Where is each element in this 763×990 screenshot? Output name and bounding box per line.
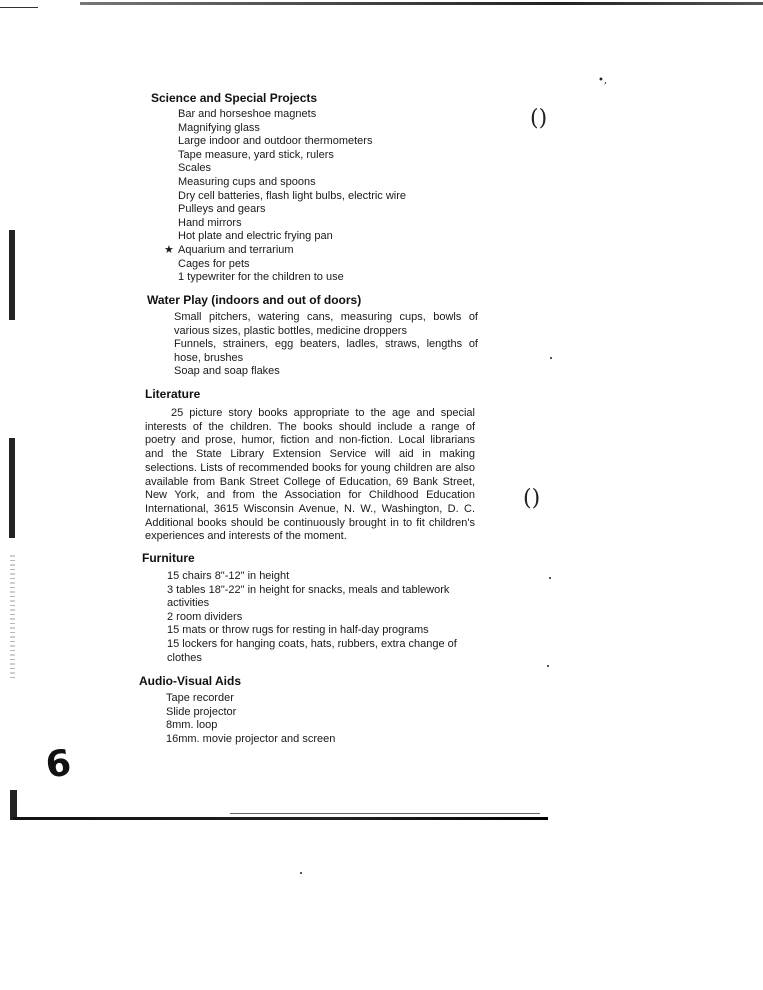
- list-item: Large indoor and outdoor thermometers: [178, 135, 373, 148]
- list-item: Tape measure, yard stick, rulers: [178, 148, 334, 161]
- literature-paragraph: 25 picture story books appropriate to the age and special interests of the children. The books should include a range of poetry and prose, humor, fiction and non-fiction. Local librarians and the State Library Extension Service will aid in making selections. Lists of recommended books for young children are also available from Bank Street College of Education, 69 Bank Street, New York, and from the Association for Childhood Education International, 3615 Wisconsin Avenue, N. W., Washington, D. C. Additional books should be continuously brought in to fit children's experiences and interests of the moment.: [145, 407, 475, 543]
- scan-speck: •,: [598, 75, 608, 86]
- section-heading-audio-visual: Audio-Visual Aids: [139, 674, 242, 688]
- section-heading-water-play: Water Play (indoors and out of doors): [147, 293, 362, 307]
- list-item: Hand mirrors: [178, 216, 242, 229]
- star-icon: ★: [164, 243, 174, 256]
- list-item: 8mm. loop: [166, 719, 218, 732]
- punch-hole-mark: (): [530, 106, 548, 131]
- list-item: Hot plate and electric frying pan: [178, 230, 333, 243]
- list-item: 3 tables 18"-22" in height for snacks, meals and tablework activities: [167, 583, 450, 610]
- list-item: Cages for pets: [178, 257, 250, 270]
- list-item: Bar and horseshoe magnets: [178, 108, 317, 120]
- list-item: 15 mats or throw rugs for resting in half-day programs: [167, 624, 429, 637]
- furniture-item-list: [167, 570, 472, 665]
- list-item: Funnels, strainers, egg beaters, ladles, straws, lengths of hose, brushes: [174, 338, 478, 364]
- list-item-starred: [164, 243, 478, 258]
- science-item-list: [164, 108, 478, 285]
- page-number: 6: [43, 742, 74, 787]
- list-item: Measuring cups and spoons: [178, 175, 316, 188]
- list-item: Scales: [178, 162, 212, 175]
- section-heading-science: Science and Special Projects: [151, 91, 318, 105]
- list-item: Pulleys and gears: [178, 203, 266, 216]
- list-item: 1 typewriter for the children to use: [178, 271, 344, 284]
- list-item: 15 lockers for hanging coats, hats, rubbers, extra change of clothes: [167, 637, 457, 664]
- list-item: Tape recorder: [166, 692, 234, 704]
- list-item-label: Aquarium and terrarium: [178, 243, 294, 256]
- list-item: Small pitchers, watering cans, measuring cups, bowls of various sizes, plastic bottles, medicine droppers: [174, 311, 478, 337]
- punch-hole-mark: (): [523, 486, 541, 511]
- list-item: 2 room dividers: [167, 610, 243, 623]
- list-item: Soap and soap flakes: [174, 365, 280, 378]
- list-item: Magnifying glass: [178, 121, 260, 134]
- audio-visual-item-list: [166, 692, 466, 746]
- list-item: Slide projector: [166, 705, 237, 718]
- section-heading-furniture: Furniture: [142, 551, 195, 565]
- list-item: Dry cell batteries, flash light bulbs, electric wire: [178, 189, 407, 202]
- section-heading-literature: Literature: [145, 387, 201, 401]
- list-item: 15 chairs 8"-12" in height: [167, 570, 290, 582]
- list-item: 16mm. movie projector and screen: [166, 732, 336, 745]
- water-play-item-list: [174, 311, 478, 379]
